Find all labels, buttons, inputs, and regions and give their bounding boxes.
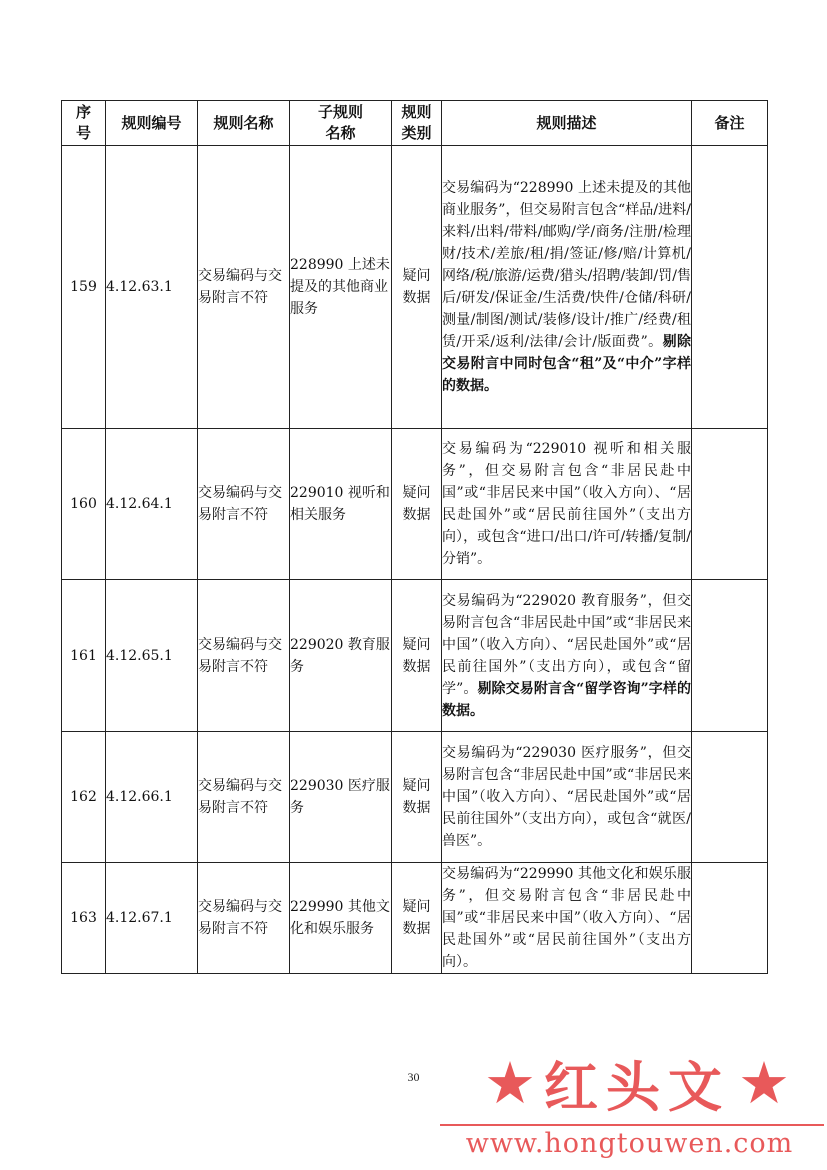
row-rule-category: 疑问数据: [392, 429, 442, 580]
row-rule-description: [442, 429, 692, 580]
row-rule-code: 4.12.63.1: [106, 146, 198, 429]
row-rule-name: 交易编码与交易附言不符: [198, 580, 290, 732]
description-text: 交易编码为“229030 医疗服务”，但交易附言包含“非居民赴中国”或“非居民来中国”（收入方向）、“居民赴国外”或“居民前往国外”（支出方向），或包含“就医/兽医”。: [442, 745, 691, 849]
header-category: 规则类别: [392, 101, 442, 146]
description-text: 交易编码为“229990 其他文化和娱乐服务”，但交易附言包含“非居民赴中国”或“非居民来中国”（收入方向）、“居民赴国外”或“居民前往国外”（支出方向）。: [442, 866, 691, 970]
row-rule-code: 4.12.65.1: [106, 580, 198, 732]
row-rule-name: 交易编码与交易附言不符: [198, 146, 290, 429]
row-note: [692, 863, 768, 974]
row-rule-description: [442, 732, 692, 863]
table-header-row: [62, 101, 768, 146]
row-rule-category: 疑问数据: [392, 580, 442, 732]
header-name: 规则名称: [198, 101, 290, 146]
header-subname: 子规则名称: [290, 101, 392, 146]
description-text: 交易编码为“229020 教育服务”，但交易附言包含“非居民赴中国”或“非居民来中国”（收入方向）、“居民赴国外”或“居民前往国外”（支出方向），或包含“留学”。: [442, 592, 691, 697]
row-subrule-name: 229020 教育服务: [290, 580, 392, 732]
row-seq: 163: [62, 863, 106, 974]
row-rule-code: 4.12.67.1: [106, 863, 198, 974]
description-text: 交易编码为“229010 视听和相关服务”，但交易附言包含“非居民赴中国”或“非居民来中国”（收入方向）、“居民赴国外”或“居民前往国外”（支出方向），或包含“进口/出口/许可/转播/复制/分销”。: [442, 441, 691, 567]
row-note: [692, 732, 768, 863]
watermark-divider: [440, 1124, 824, 1126]
row-seq: 161: [62, 580, 106, 732]
row-seq: 162: [62, 732, 106, 863]
row-rule-code: 4.12.66.1: [106, 732, 198, 863]
row-seq: 160: [62, 429, 106, 580]
page-number: 30: [407, 1070, 420, 1084]
header-code: 规则编号: [106, 101, 198, 146]
description-bold-text: 剔除交易附言中同时包含“租”及“中介”字样的数据。: [442, 334, 691, 394]
watermark-url: www.hongtouwen.com: [465, 1128, 794, 1159]
table-row: [62, 146, 768, 429]
row-seq: 159: [62, 146, 106, 429]
row-subrule-name: 229010 视听和相关服务: [290, 429, 392, 580]
rules-table: [61, 100, 768, 974]
row-rule-description: [442, 863, 692, 974]
row-note: [692, 146, 768, 429]
row-rule-category: 疑问数据: [392, 732, 442, 863]
row-subrule-name: 229990 其他文化和娱乐服务: [290, 863, 392, 974]
row-rule-description: [442, 580, 692, 732]
table-row: [62, 732, 768, 863]
watermark-logo: [432, 1048, 827, 1170]
star-icon: ★: [484, 1049, 536, 1117]
row-rule-code: 4.12.64.1: [106, 429, 198, 580]
watermark-title-text: 红头文: [544, 1055, 730, 1119]
row-note: [692, 580, 768, 732]
row-rule-description: [442, 146, 692, 429]
row-subrule-name: 229030 医疗服务: [290, 732, 392, 863]
row-note: [692, 429, 768, 580]
description-bold-text: 剔除交易附言含“留学咨询”字样的数据。: [442, 680, 691, 719]
row-rule-category: 疑问数据: [392, 863, 442, 974]
table-row: [62, 580, 768, 732]
description-text: 交易编码为“228990 上述未提及的其他商业服务”，但交易附言包含“样品/进料/来料/出料/带料/邮购/学/商务/注册/检理财/技术/差旅/租/捐/签证/修/赔/计算机/网络/税/旅游/运费/猎头/招聘/装卸/罚/售后/研发/保证金/生活费/快件/仓储/科研/测量/制图/测试/装修/设计/推广/经费/租赁/开采/返利/法律/会计/版面费”。: [442, 180, 691, 350]
header-note: 备注: [692, 101, 768, 146]
row-rule-name: 交易编码与交易附言不符: [198, 732, 290, 863]
row-rule-name: 交易编码与交易附言不符: [198, 863, 290, 974]
table-row: [62, 863, 768, 974]
row-rule-category: 疑问数据: [392, 146, 442, 429]
header-description: 规则描述: [442, 101, 692, 146]
header-seq: 序号: [62, 101, 106, 146]
row-subrule-name: 228990 上述未提及的其他商业服务: [290, 146, 392, 429]
star-icon: ★: [738, 1049, 790, 1117]
row-rule-name: 交易编码与交易附言不符: [198, 429, 290, 580]
table-row: [62, 429, 768, 580]
watermark-title: [452, 1048, 822, 1118]
